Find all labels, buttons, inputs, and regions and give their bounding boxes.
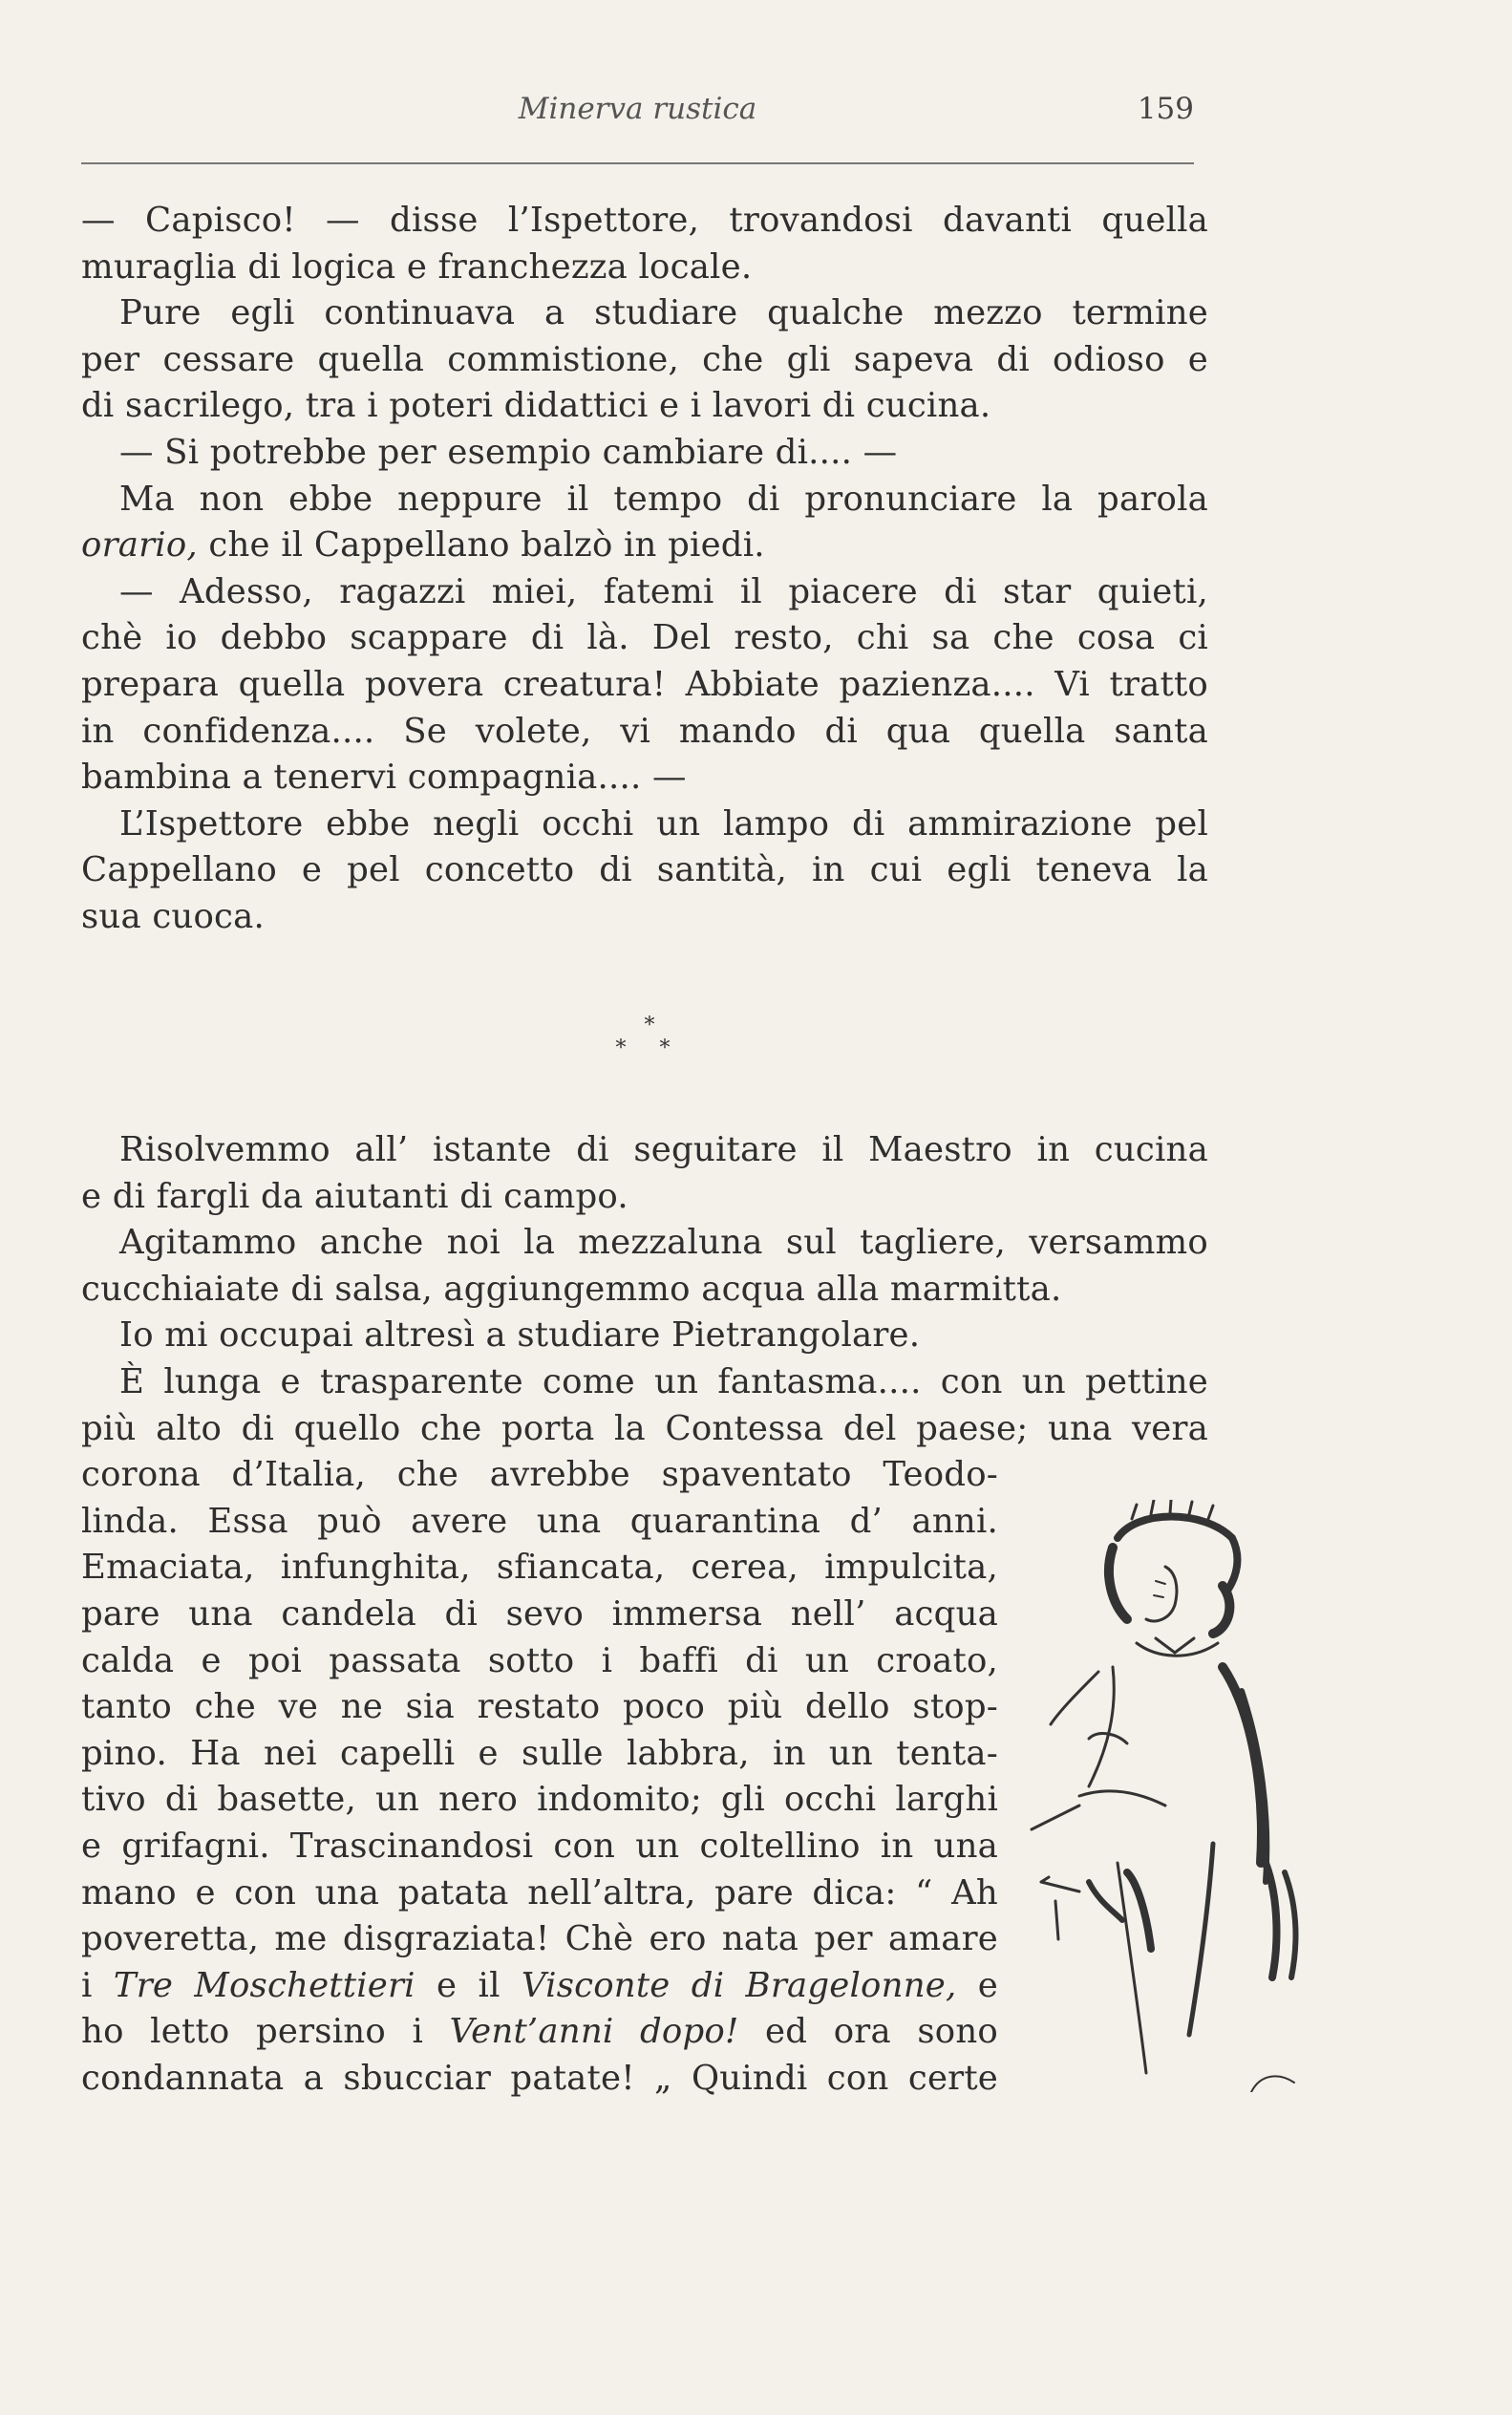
text-line: più alto di quello che porta la Contessa del paese; una vera <box>81 1408 1208 1448</box>
text-fragment: ho letto persino i <box>81 2012 424 2052</box>
text-line: Agitammo anche noi la mezzaluna sul tagliere, versammo <box>119 1223 1208 1263</box>
page-number: 159 <box>1137 92 1194 126</box>
text-line: e grifagni. Trascinandosi con un coltellino in una <box>81 1826 998 1866</box>
text-line: per cessare quella commistione, che gli sapeva di odioso e <box>81 339 1208 379</box>
asterisk-top: * <box>644 1014 655 1037</box>
text-line: pare una candela di sevo immersa nell’ acqua <box>81 1593 998 1634</box>
text-line: — Si potrebbe per esempio cambiare di.... — <box>119 432 898 472</box>
text-fragment: ed ora sono <box>765 2012 998 2052</box>
text-fragment: e il <box>437 1965 500 2005</box>
text-line: — Capisco! — disse l’Ispettore, trovandosi davanti quella <box>81 201 1208 240</box>
text-line: poveretta, me disgraziata! Chè ero nata per amare <box>81 1919 998 1959</box>
text-line: calda e poi passata sotto i baffi di un croato, <box>81 1640 998 1680</box>
text-line: Io mi occupai altresì a studiare Pietrangolare. <box>119 1315 921 1356</box>
text-line: prepara quella povera creatura! Abbiate pazienza.... Vi tratto <box>81 664 1208 704</box>
woman-with-knife-and-potato-illustration <box>1022 1500 1309 2092</box>
page-header <box>81 92 1194 139</box>
italic-title: Visconte di Bragelonne, <box>521 1965 957 2005</box>
text-line: È lunga e trasparente come un fantasma.... con un pettine <box>119 1361 1208 1401</box>
asterisk-bottom: * * <box>615 1037 684 1060</box>
text-line: di sacrilego, tra i poteri didattici e i lavori di cucina. <box>81 386 991 426</box>
text-line <box>81 523 1208 569</box>
text-line <box>81 1963 998 2010</box>
text-line: bambina a tenervi compagnia.... — <box>81 758 687 798</box>
text-line: tanto che ve ne sia restato poco più dello stop- <box>81 1687 998 1727</box>
italic-word: orario, <box>81 525 198 566</box>
italic-title: Tre Moschettieri <box>113 1965 415 2005</box>
text-line: Risolvemmo all’ istante di seguitare il Maestro in cucina <box>119 1130 1208 1169</box>
text-line: e di fargli da aiutanti di campo. <box>81 1176 628 1216</box>
text-line: in confidenza.... Se volete, vi mando di qua quella santa <box>81 711 1208 751</box>
text-line: linda. Essa può avere una quarantina d’ anni. <box>81 1501 998 1541</box>
text-line: condannata a sbucciar patate! „ Quindi con certe <box>81 2058 998 2098</box>
text-fragment: i <box>81 1965 93 2005</box>
section-1-text <box>81 198 1208 941</box>
section-separator <box>0 1015 1299 1081</box>
text-line: tivo di basette, un nero indomito; gli occhi larghi <box>81 1780 998 1820</box>
text-line <box>81 2009 998 2056</box>
text-line: pino. Ha nei capelli e sulle labbra, in un tenta- <box>81 1733 998 1773</box>
text-line: sua cuoca. <box>81 896 265 936</box>
italic-title: Vent’anni dopo! <box>449 2012 739 2052</box>
text-fragment: che il Cappellano balzò in piedi. <box>208 525 765 566</box>
text-fragment: e <box>977 1965 998 2005</box>
text-line: mano e con una patata nell’altra, pare dica: “ Ah <box>81 1872 998 1913</box>
running-title: Minerva rustica <box>518 92 757 126</box>
text-line: corona d’Italia, che avrebbe spaventato Teodo- <box>81 1455 998 1495</box>
text-line: Ma non ebbe neppure il tempo di pronunciare la parola <box>119 479 1208 519</box>
text-line: Emaciata, infunghita, sfiancata, cerea, impulcita, <box>81 1548 998 1588</box>
text-line: muraglia di logica e franchezza locale. <box>81 246 753 287</box>
text-line: chè io debbo scappare di là. Del resto, chi sa che cosa ci <box>81 618 1208 658</box>
header-rule <box>81 162 1194 164</box>
text-line: — Adesso, ragazzi miei, fatemi il piacere di star quieti, <box>119 571 1208 611</box>
text-line: L’Ispettore ebbe negli occhi un lampo di ammirazione pel <box>119 803 1208 844</box>
woman-illustration <box>1022 1500 1309 2092</box>
text-line: cucchiaiate di salsa, aggiungemmo acqua alla marmitta. <box>81 1269 1062 1309</box>
text-line: Cappellano e pel concetto di santità, in cui egli teneva la <box>81 850 1208 890</box>
text-line: Pure egli continuava a studiare qualche mezzo termine <box>119 293 1208 333</box>
